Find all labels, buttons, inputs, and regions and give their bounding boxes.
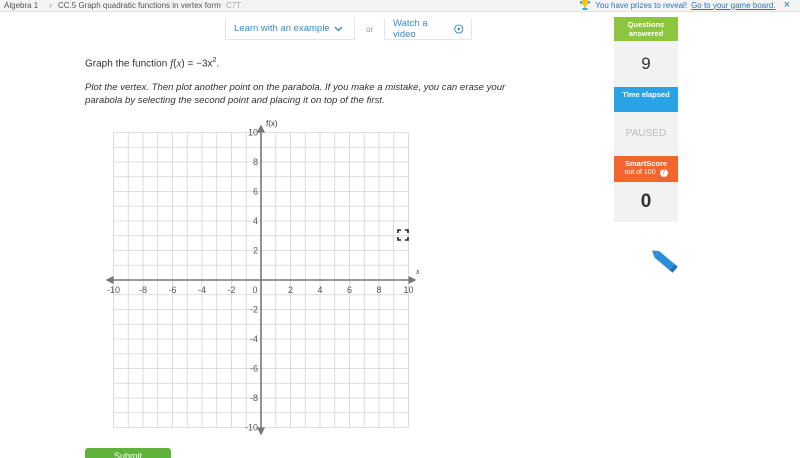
prize-banner [579,0,790,10]
smartscore-value: 0 [614,182,678,222]
x-axis-label: x [416,267,420,276]
y-tick-label: -8 [249,393,258,403]
learn-with-example-button[interactable] [225,18,355,40]
pencil-icon[interactable] [651,248,681,276]
learn-label: Learn with an example [234,23,330,34]
question-suffix: . [216,58,220,70]
x-tick-label: 6 [346,285,353,295]
close-icon[interactable]: × [783,0,790,11]
x-tick-label: -2 [227,285,236,295]
help-icon[interactable]: ? [660,169,668,177]
question-prefix: Graph the function [85,58,168,70]
x-tick-label: 10 [403,285,414,295]
y-tick-label: -6 [249,363,258,374]
x-axis-arrow-left [106,276,114,284]
play-icon [454,24,463,34]
game-board-link[interactable]: Go to your game board. [691,0,776,10]
x-tick-label: -8 [138,285,148,295]
x-tick-label: -6 [168,285,177,295]
question-title: Graph the function $f(x) = -3x^2$. [85,57,220,70]
y-tick-label: 8 [252,157,258,167]
y-axis-arrow-up [257,125,265,133]
y-tick-label: 6 [252,186,258,197]
watch-video-button[interactable] [384,18,472,40]
chevron-right-icon: › [49,0,52,10]
x-tick-label: 0 [252,285,258,295]
y-tick-label: -4 [249,334,258,344]
y-tick-label: -2 [249,304,258,315]
coordinate-grid[interactable] [100,118,430,438]
smartscore-title: SmartScore [624,159,668,168]
chevron-down-icon [334,26,343,32]
top-bar [0,0,800,12]
questions-answered-value: 9 [614,41,678,87]
y-tick-label: 2 [252,245,258,256]
x-tick-label: -10 [106,285,121,295]
y-tick-label: 10 [247,127,258,138]
skill-title: CC.5 Graph quadratic functions in vertex form [58,1,221,10]
trophy-icon [579,0,591,10]
smartscore-label [614,156,678,182]
question-instructions: Plot the vertex. Then plot another point on the parabola. If you make a mistake, you can erase your parabola by selecting the second point and placing it on top of the first. [85,82,506,106]
x-tick-label: 2 [287,285,294,295]
y-tick-label: 4 [252,216,258,226]
time-elapsed-value[interactable]: PAUSED [614,112,678,156]
questions-answered-label: Questions answered [614,17,678,41]
smartscore-sub-text: out of 100 [624,169,656,176]
move-cursor-icon [398,230,408,240]
or-separator: or [366,25,374,34]
x-tick-label: 8 [376,285,382,295]
function-name: f [170,57,174,70]
skill-code: C7T [225,1,242,10]
submit-button[interactable]: Submit [85,448,171,458]
x-tick-label: -4 [197,285,207,295]
y-axis-label: f(x) [266,119,278,128]
function-variable: x [176,57,182,70]
video-label: Watch a video [393,17,428,40]
y-tick-label: -10 [244,422,258,433]
x-tick-label: 4 [317,285,323,295]
prize-text: You have prizes to reveal! [595,0,688,10]
function-rhs: = −3x [184,58,213,70]
function-exponent: 2 [212,57,217,64]
x-axis-arrow-right [409,276,417,284]
axes [106,125,417,436]
time-elapsed-label: Time elapsed [614,87,678,112]
breadcrumb-skill [58,1,241,10]
y-axis-arrow-down [257,428,265,436]
smartscore-sub [614,168,678,177]
breadcrumb-course[interactable]: Algebra 1 [4,1,39,10]
